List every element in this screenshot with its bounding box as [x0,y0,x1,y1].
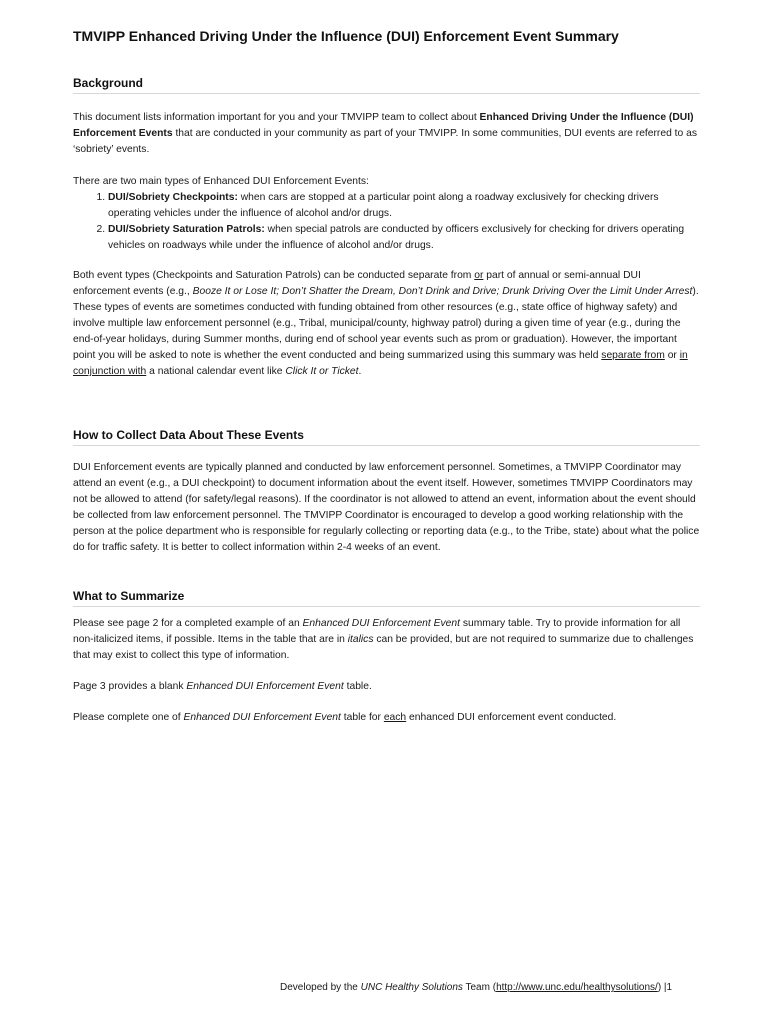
background-paragraph: This document lists information important for you and your TMVIPP team to collect about Enhanced Driving Under the Influence (DUI) Enforcement Events that are conducted in your community as part of your TMVIPP. In some communities, DUI events are referred to as ‘sobriety’ events. [73,112,697,155]
event-types-intro: There are two main types of Enhanced DUI Enforcement Events: [73,176,369,187]
list-item: 1. DUI/Sobriety Checkpoints: when cars are stopped at a particular point along a roadway exclusively for checking drivers operating vehicles under the influence of alcohol and/or drugs. [108,190,700,222]
summarize-paragraph-3: Please complete one of Enhanced DUI Enforcement Event table for each enhanced DUI enforcement event conducted. [73,712,617,723]
event-types-section [73,174,700,254]
what-to-summarize-heading: What to Summarize [73,589,700,607]
background-heading: Background [73,76,700,94]
list-item: 2. DUI/Sobriety Saturation Patrols: when special patrols are conducted by officers exclusively for checking for drivers operating vehicles on roadways while under the influence of alcohol and/or drugs. [108,222,700,254]
page-footer: Developed by the UNC Healthy Solutions Team (http://www.unc.edu/healthysolutions/) |1 [280,982,673,993]
event-types-list [73,190,700,254]
summarize-paragraph-1: Please see page 2 for a completed example of an Enhanced DUI Enforcement Event summary table. Try to provide information for all non-italicized items, if possible. Items in the table that are in italics can be provided, but are not required to summarize due to challenges that may exist to collect this type of information. [73,618,694,661]
summarize-paragraph-2: Page 3 provides a blank Enhanced DUI Enforcement Event table. [73,681,372,692]
collect-data-paragraph: DUI Enforcement events are typically planned and conducted by law enforcement personnel. Sometimes, a TMVIPP Coordinator may attend an event (e.g., a DUI checkpoint) to document information about the event itself. However, sometimes TMVIPP Coordinators may not be allowed to attend (for safety/legal reasons). If the coordinator is not allowed to attend an event, information about the event should be collected from law enforcement personnel. The TMVIPP Coordinator is encouraged to develop a good working relationship with the person at the police department who is responsible for regularly collecting or reporting data (e.g., to the Tribe, state) about what the police do for traffic safety. It is better to collect information within 2-4 weeks of an event. [73,462,700,553]
event-types-paragraph: Both event types (Checkpoints and Saturation Patrols) can be conducted separate from or part of annual or semi-annual DUI enforcement events (e.g., Booze It or Lose It; Don’t Shatter the Dream, Don’t Drink and Drive; Drunk Driving Over the Limit Under Arrest). These types of events are sometimes conducted with funding obtained from other resources (e.g., state office of highway safety) and involve multiple law enforcement personnel (e.g., Tribal, municipal/county, highway patrol) during a given time of year (e.g., during the end-of-year holidays, during Summer months, during end of school year events such as prom or graduation). However, the important point you will be asked to note is whether the event conducted and being summarized using this summary was held separate from or in conjunction with a national calendar event like Click It or Ticket. [73,270,699,377]
healthy-solutions-link[interactable]: http://www.unc.edu/healthysolutions/ [496,982,658,993]
collect-data-heading: How to Collect Data About These Events [73,428,700,446]
page-title: TMVIPP Enhanced Driving Under the Influence (DUI) Enforcement Event Summary [73,28,619,44]
